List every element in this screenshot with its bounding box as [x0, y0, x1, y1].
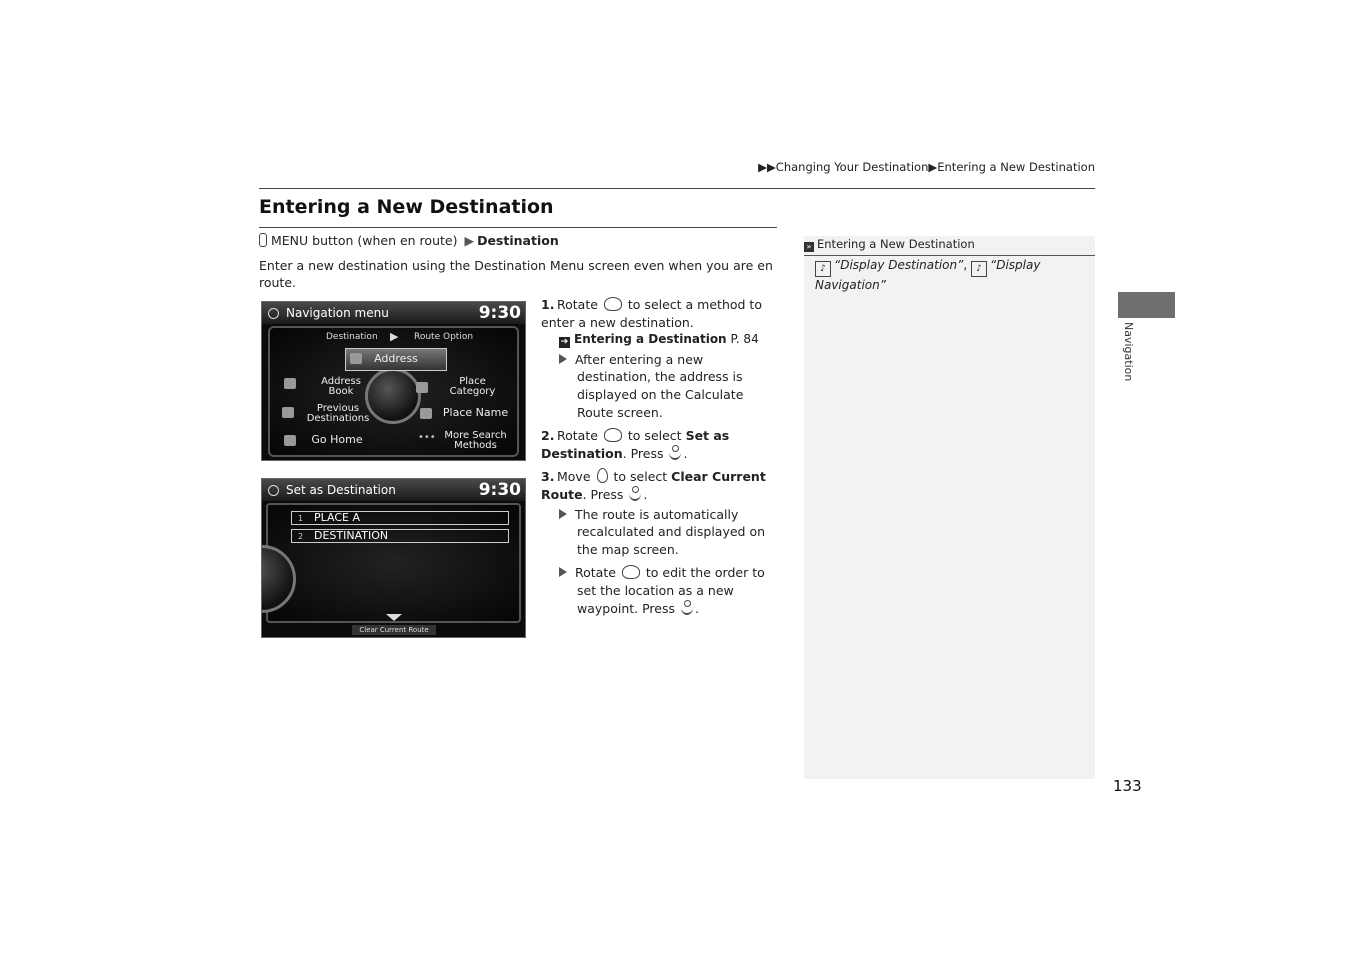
address-book-icon	[284, 378, 296, 389]
side-knob-icon	[261, 545, 296, 613]
screen-clock: 9:30	[478, 303, 521, 323]
menu-panel	[268, 326, 519, 457]
page-title: Entering a New Destination	[259, 196, 554, 218]
step-3: 3. Move to select Clear Current Route. Press . The route is automatically recalculated and displayed on the map screen. Rotate to edit the order to set the location as a new waypoint. Press .	[541, 468, 781, 617]
note-arrow-icon	[559, 509, 567, 519]
voice-command-icon: ♪	[971, 261, 987, 277]
place-name-button[interactable]: Place Name	[442, 406, 509, 419]
row-number: 1	[298, 514, 304, 523]
screen-title: Navigation menu	[286, 306, 389, 320]
intro-text: Enter a new destination using the Destination Menu screen even when you are en route.	[259, 258, 773, 290]
menu-path	[259, 233, 559, 248]
voice-commands: ♪ “Display Destination”, ♪ “Display Navigation”	[815, 258, 1041, 292]
breadcrumb	[740, 160, 1095, 174]
place-name-icon	[420, 408, 432, 419]
enter-button-icon	[681, 600, 693, 615]
breadcrumb-item: Changing Your Destination	[775, 160, 929, 174]
nav-globe-icon	[268, 485, 279, 496]
page-number: 133	[1113, 777, 1142, 795]
interface-dial-icon	[604, 297, 622, 311]
address-book-button[interactable]: Address Book	[321, 376, 361, 397]
nav-globe-icon	[268, 308, 279, 319]
screen-header	[262, 479, 525, 501]
step-note: After entering a new destination, the address is displayed on the Calculate Route screen.	[541, 351, 781, 421]
previous-destinations-button[interactable]: Previous Destinations	[306, 403, 370, 424]
chapter-label: Navigation	[1122, 322, 1135, 382]
screen-clock: 9:30	[478, 480, 521, 500]
address-icon	[350, 353, 362, 364]
navigation-menu-screenshot	[261, 301, 526, 461]
tab-destination[interactable]: Destination	[326, 332, 378, 342]
place-category-icon	[416, 382, 428, 393]
path-arrow-icon: ▶	[464, 233, 475, 248]
screen-title: Set as Destination	[286, 483, 396, 497]
clear-current-route-button[interactable]: Clear Current Route	[352, 625, 436, 635]
menu-path-target: Destination	[477, 233, 559, 248]
place-category-button[interactable]: Place Category	[449, 376, 496, 397]
note-arrow-icon	[559, 354, 567, 364]
step-note: The route is automatically recalculated and displayed on the map screen.	[541, 506, 781, 559]
step-1: 1. Rotate to select a method to enter a new destination. ➔ Entering a Destination P. 84 After entering a new destination, the address is displayed on the Calculate Route screen.	[541, 296, 781, 421]
note-arrow-icon	[559, 567, 567, 577]
go-home-icon	[284, 435, 296, 446]
cross-reference[interactable]: ➔ Entering a Destination P. 84	[560, 332, 759, 348]
list-item[interactable]: 1 PLACE A	[291, 511, 509, 525]
interface-dial-icon	[604, 428, 622, 442]
step-2: 2. Rotate to select Set as Destination. Press .	[541, 428, 730, 461]
enter-button-icon	[669, 445, 681, 460]
breadcrumb-item: Entering a New Destination	[937, 160, 1095, 174]
sidebar-notes	[804, 236, 1095, 779]
chevron-down-icon	[386, 614, 402, 621]
reference-arrow-icon: ➔	[560, 337, 569, 348]
note-marker-icon: »	[804, 242, 814, 252]
screen-header	[262, 302, 525, 324]
menu-path-text: MENU button (when en route)	[271, 233, 458, 248]
enter-button-icon	[629, 486, 641, 501]
sidebar-header: » Entering a New Destination	[804, 236, 1095, 256]
list-panel	[266, 503, 521, 623]
step-note: Rotate to edit the order to set the location as a new waypoint. Press .	[541, 564, 781, 617]
instruction-steps	[541, 296, 781, 623]
title-rule	[259, 227, 777, 228]
move-dial-icon	[597, 468, 608, 483]
header-rule	[259, 188, 1095, 189]
menu-button-icon	[259, 233, 267, 247]
interface-dial-icon	[622, 565, 640, 579]
set-as-destination-screenshot	[261, 478, 526, 638]
row-number: 2	[298, 532, 304, 541]
list-item[interactable]: 2 DESTINATION	[291, 529, 509, 543]
go-home-button[interactable]: Go Home	[311, 433, 363, 446]
breadcrumb-arrow-icon: ▶▶	[758, 160, 776, 174]
tab-route-option[interactable]: Route Option	[414, 332, 474, 342]
chapter-tab	[1118, 292, 1175, 318]
more-search-methods-button[interactable]: More Search Methods	[444, 430, 507, 451]
voice-command-icon: ♪	[815, 261, 831, 277]
more-dots-icon: •••	[418, 432, 436, 443]
breadcrumb-arrow-icon: ▶	[928, 160, 938, 174]
address-button[interactable]: Address	[345, 348, 447, 371]
center-knob-icon	[365, 368, 421, 424]
tab-arrow-icon: ▶	[390, 330, 399, 343]
previous-destinations-icon	[282, 407, 294, 418]
